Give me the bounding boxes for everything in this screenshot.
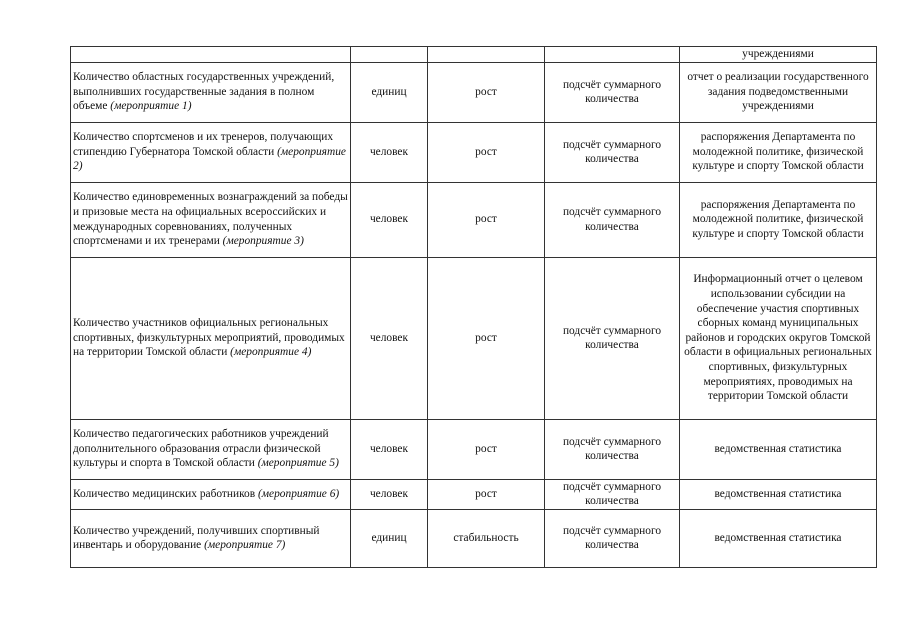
unit-cell: человек bbox=[351, 419, 428, 479]
table-row bbox=[71, 257, 877, 419]
source-cell: Информационный отчет о целевом использовании субсидии на обеспечение участия спортивных сборных команд муниципальных районов и городских округов Томской области в официальных региональных спортивных, физкультурных мероприятиях, проводимых на территории Томской области bbox=[680, 257, 877, 419]
source-cell: распоряжения Департамента по молодежной политике, физической культуре и спорту Томской области bbox=[680, 182, 877, 257]
unit-cell: человек bbox=[351, 122, 428, 182]
table-row bbox=[71, 182, 877, 257]
event-ref: (мероприятие 3) bbox=[222, 235, 304, 248]
table-row bbox=[71, 509, 877, 567]
indicator-name-cell bbox=[71, 182, 351, 257]
dynamic-cell: рост bbox=[428, 182, 545, 257]
unit-cell: человек bbox=[351, 182, 428, 257]
unit-cell: единиц bbox=[351, 509, 428, 567]
unit-cell bbox=[351, 47, 428, 63]
indicator-name: Количество учреждений, получивших спортивный инвентарь и оборудование bbox=[73, 524, 320, 552]
dynamic-cell: рост bbox=[428, 62, 545, 122]
indicator-name-cell bbox=[71, 479, 351, 509]
table-row bbox=[71, 62, 877, 122]
indicator-name: Количество медицинских работников bbox=[73, 487, 256, 500]
method-cell: подсчёт суммарного количества bbox=[545, 479, 680, 509]
indicator-name: Количество педагогических работников учреждений дополнительного образования отрасли физической культуры и спорта в Томской области bbox=[73, 428, 329, 470]
source-cell: учреждениями bbox=[680, 47, 877, 63]
dynamic-cell: рост bbox=[428, 257, 545, 419]
event-ref: (мероприятие 6) bbox=[257, 487, 340, 500]
table-row bbox=[71, 122, 877, 182]
unit-cell: человек bbox=[351, 257, 428, 419]
indicator-name: Количество спортсменов и их тренеров, получающих стипендию Губернатора Томской области bbox=[73, 131, 334, 158]
indicator-name-cell bbox=[71, 257, 351, 419]
indicator-name-cell bbox=[71, 62, 351, 122]
indicator-name: Количество областных государственных учреждений, выполнивших государственные задания в полном объеме bbox=[73, 71, 335, 113]
source-cell: распоряжения Департамента по молодежной политике, физической культуре и спорту Томской области bbox=[680, 122, 877, 182]
event-ref: (мероприятие 4) bbox=[230, 346, 312, 359]
indicator-name-cell bbox=[71, 122, 351, 182]
method-cell: подсчёт суммарного количества bbox=[545, 182, 680, 257]
indicator-name: Количество участников официальных региональных спортивных, физкультурных мероприятий, проводимых на территории Томской области bbox=[73, 317, 345, 359]
indicator-name-cell bbox=[71, 47, 351, 63]
source-cell: ведомственная статистика bbox=[680, 479, 877, 509]
method-cell: подсчёт суммарного количества bbox=[545, 419, 680, 479]
method-cell: подсчёт суммарного количества bbox=[545, 257, 680, 419]
dynamic-cell bbox=[428, 47, 545, 63]
event-ref: (мероприятие 5) bbox=[257, 457, 339, 470]
indicator-name-cell bbox=[71, 509, 351, 567]
unit-cell: человек bbox=[351, 479, 428, 509]
dynamic-cell: рост bbox=[428, 479, 545, 509]
method-cell bbox=[545, 47, 680, 63]
event-ref: (мероприятие 1) bbox=[110, 100, 192, 113]
table-row bbox=[71, 47, 877, 63]
source-cell: ведомственная статистика bbox=[680, 509, 877, 567]
unit-cell: единиц bbox=[351, 62, 428, 122]
method-cell: подсчёт суммарного количества bbox=[545, 122, 680, 182]
table-row bbox=[71, 419, 877, 479]
indicator-name: Количество единовременных вознаграждений за победы и призовые места на официальных всероссийских и международных соревнованиях, полученных спортсменами и их тренерами bbox=[73, 191, 348, 248]
dynamic-cell: рост bbox=[428, 419, 545, 479]
event-ref: (мероприятие 2) bbox=[73, 145, 346, 173]
source-cell: отчет о реализации государственного задания подведомственными учреждениями bbox=[680, 62, 877, 122]
table-row bbox=[71, 479, 877, 509]
indicator-name-cell bbox=[71, 419, 351, 479]
dynamic-cell: стабильность bbox=[428, 509, 545, 567]
method-cell: подсчёт суммарного количества bbox=[545, 509, 680, 567]
indicators-table bbox=[70, 46, 877, 568]
source-cell: ведомственная статистика bbox=[680, 419, 877, 479]
method-cell: подсчёт суммарного количества bbox=[545, 62, 680, 122]
dynamic-cell: рост bbox=[428, 122, 545, 182]
event-ref: (мероприятие 7) bbox=[204, 539, 286, 552]
